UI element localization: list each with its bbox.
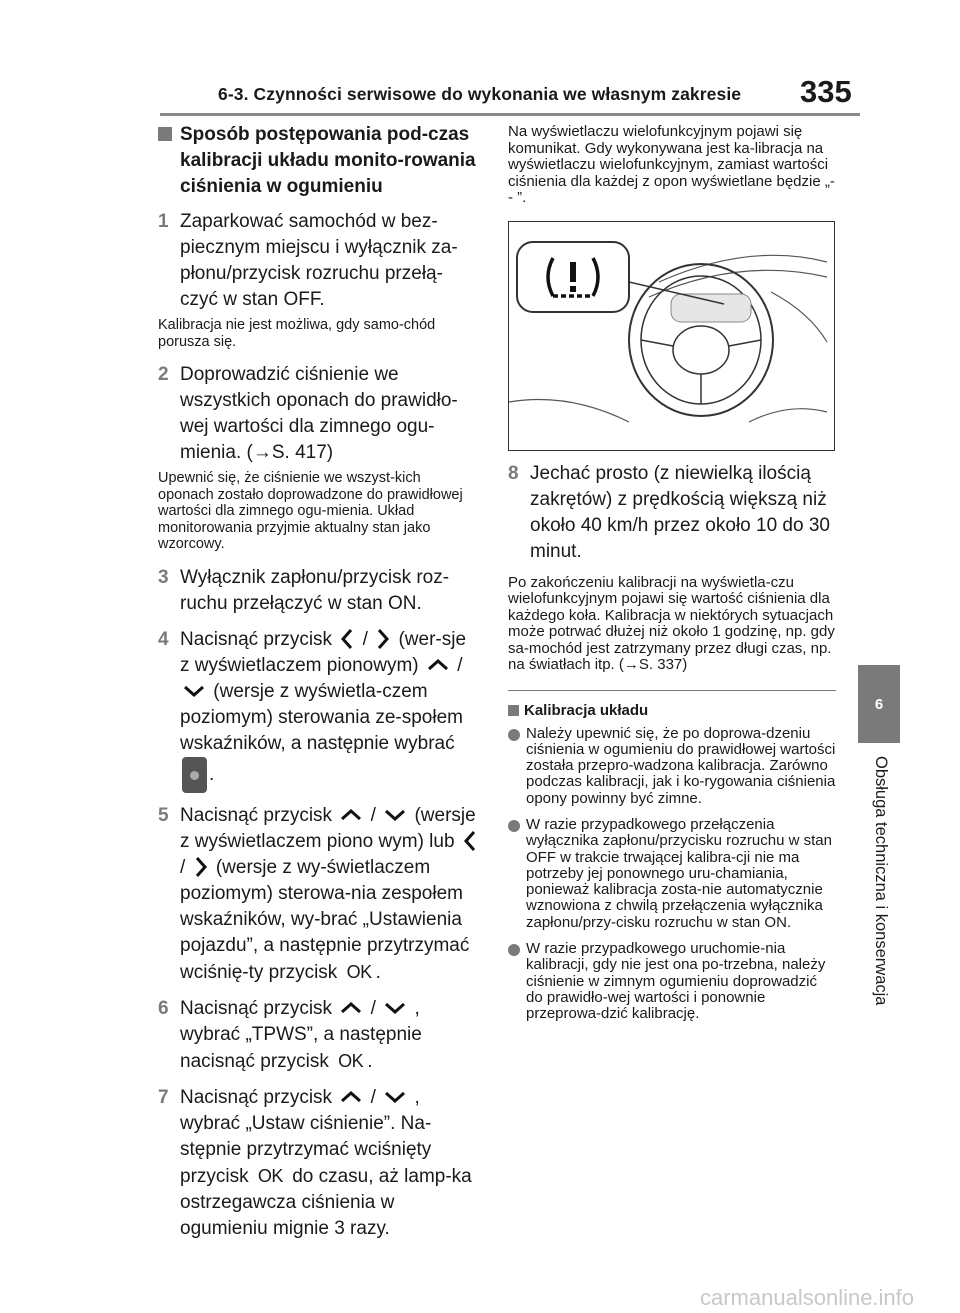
chevron-up-icon (340, 1001, 362, 1015)
bullet-dot-icon (508, 944, 520, 956)
section-square-icon (158, 127, 172, 141)
steering-wheel-illustration (509, 222, 834, 450)
ok-button-symbol: OK (346, 961, 372, 982)
chevron-up-icon (340, 1090, 362, 1104)
chevron-left-icon (463, 830, 477, 852)
bullet-dot-icon (508, 729, 520, 741)
chevron-up-icon (340, 808, 362, 822)
ok-button-symbol: OK (257, 1165, 283, 1186)
header-rule (160, 113, 860, 116)
watermark: carmanualsonline.info (700, 1285, 915, 1310)
chevron-right-icon (194, 856, 208, 878)
step-8: 8 Jechać prosto (z niewielką ilością zakrętów) z prędkością większą niż około 40 km/h przez około 10 do 30 minut. (508, 462, 830, 562)
step-1: 1 Zaparkować samochód w bez-piecznym miejscu i wyłącznik za-płonu/przycisk rozruchu przełą-czyć w stan OFF. (158, 211, 458, 310)
intro-text: Na wyświetlaczu wielofunkcyjnym pojawi się komunikat. Gdy wykonywana jest ka-libracja na wyświetlaczu wielofunkcyjnym, zamiast wartości ciśnienia dla każdej z opon wyświetlane będzie „- - ”. (508, 123, 835, 206)
calibration-subtitle: Kalibracja układu (508, 701, 836, 720)
bullet-item: W razie przypadkowego uruchomie-nia kalibracji, gdy nie jest ona po-trzebna, należy ciśnienie w zimnym ogumieniu doprowadzić do prawidło-wej wartości i ponownie przeprowa-dzić kalibrację. (508, 941, 836, 1022)
chevron-right-icon (376, 628, 390, 650)
chevron-down-icon (384, 1090, 406, 1104)
section-title: Sposób postępowania pod-czas kalibracji układu monito-rowania ciśnienia w ogumieniu (158, 122, 480, 200)
step-5: 5 Nacisnąć przycisk / (wersje z wyświetlaczem piono wym) lub / (wersje z wy-świetlaczem poziomym) sterowa-nia zespołem wskaźników, wy-brać „Ustawienia pojazdu”, a następnie przytrzymać wciśnię-ty przycisk OK . (158, 804, 476, 983)
page-number: 335 (800, 74, 852, 109)
note-1: Kalibracja nie jest możliwa, gdy samo-chód porusza się. (158, 317, 436, 350)
step-2: 2 Doprowadzić ciśnienie we wszystkich oponach do prawidło-wej wartości dla zimnego ogu-mienia. (→S. 417) (158, 364, 458, 463)
chevron-down-icon (183, 684, 205, 698)
bullet-item: W razie przypadkowego przełączenia wyłącznika zapłonu/przycisku rozruchu w stan OFF w trakcie trwającej kalibra-cji nie ma potrzeby jej ponownego uru-chamiania, ponieważ kalibracja zosta-nie automatycznie wznowiona z chwilą przełączenia wyłącznika zapłonu/przy-cisku rozruchu w stan ON. (508, 817, 836, 931)
step-3: 3 Wyłącznik zapłonu/przycisk roz-ruchu przełączyć w stan ON. (158, 566, 450, 614)
step-4: 4 Nacisnąć przycisk / (wer-sje z wyświetlaczem pionowym) / (wersje z wyświetla-czem poziomym) sterowania ze-społem wskaźników, a następnie wybrać . (158, 627, 480, 793)
chevron-down-icon (384, 1001, 406, 1015)
left-column (158, 122, 480, 1246)
chapter-tab: 6 (858, 665, 900, 743)
chevron-left-icon (340, 628, 354, 650)
gear-icon (182, 757, 207, 793)
step-6: 6 Nacisnąć przycisk / , wybrać „TPWS”, a następnie nacisnąć przycisk OK . (158, 997, 422, 1072)
chapter-side-label: Obsługa techniczna i konserwacja (872, 756, 890, 1006)
chevron-up-icon (427, 658, 449, 672)
chevron-down-icon (384, 808, 406, 822)
header-title: 6-3. Czynności serwisowe do wykonania we własnym zakresie (218, 84, 742, 104)
after-step-8-text: Po zakończeniu kalibracji na wyświetla-czu wielofunkcyjnym pojawi się wartość ciśnienia dla każdego koła. Kalibracja w niektórych sytuacjach może potrwać dłużej niż około 1 godzinę, np. gdy sa-mochód jest zatrzymany przez długi czas, np. na światłach itp. (→S. 337) (508, 573, 835, 673)
ok-button-symbol: OK (338, 1050, 364, 1071)
dashboard-illustration (508, 221, 835, 451)
section-square-icon (508, 705, 519, 716)
divider (508, 690, 836, 691)
note-2: Upewnić się, że ciśnienie we wszyst-kich oponach zostało doprowadzone do prawidłowej wartości dla zimnego ogu-mienia. Układ monitorowania przyjmie aktualny stan jako wzorcowy. (158, 470, 463, 552)
step-7: 7 Nacisnąć przycisk / , wybrać „Ustaw ciśnienie”. Na-stępnie przytrzymać wciśnięty przycisk OK do czasu, aż lamp-ka ostrzegawcza ciśnienia w ogumieniu mignie 3 razy. (158, 1086, 472, 1239)
bullet-item: Należy upewnić się, że po doprowa-dzeniu ciśnienia w ogumieniu do prawidłowej wartości została przepro-wadzona kalibracja. Zarówno podczas kalibracji, jak i ko-rygowania ciśnienia opony powinny być zimne. (508, 726, 836, 807)
right-column (508, 124, 836, 1033)
bullet-dot-icon (508, 820, 520, 832)
